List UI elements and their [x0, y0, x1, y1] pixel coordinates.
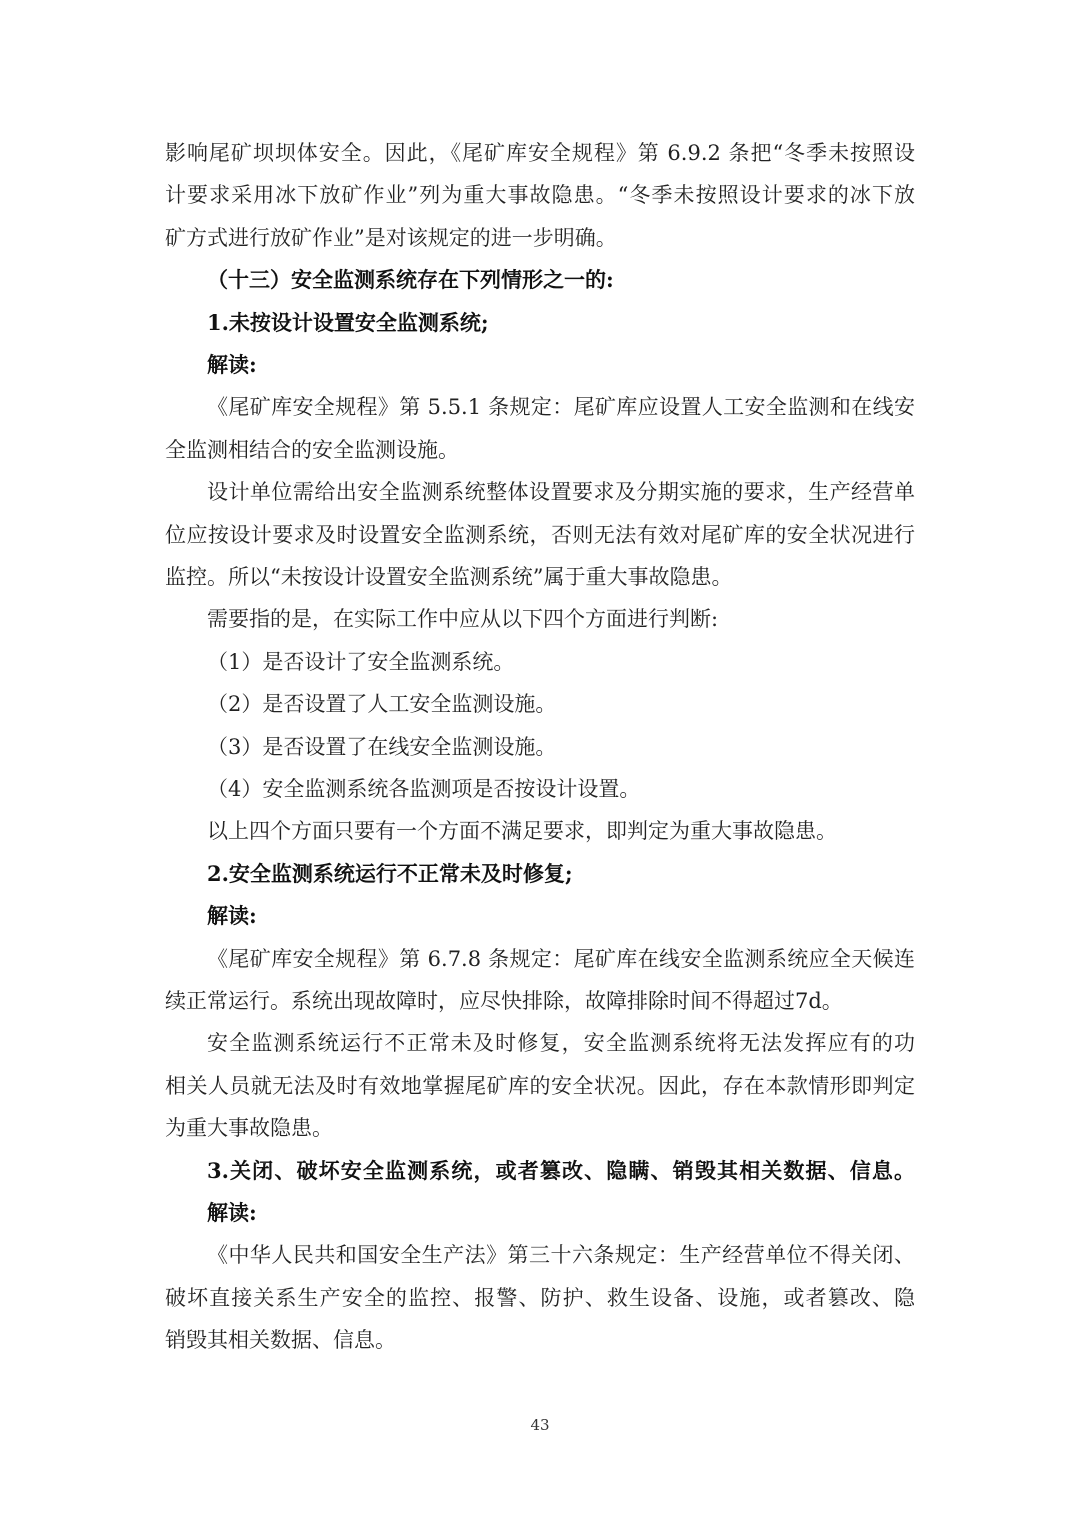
- text-line: 续正常运行。系统出现故障时，应尽快排除，故障排除时间不得超过7d。: [165, 989, 843, 1013]
- text-line: 相关人员就无法及时有效地掌握尾矿库的安全状况。因此，存在本款情形即判定: [165, 1073, 915, 1098]
- text-line: 需要指的是，在实际工作中应从以下四个方面进行判断:: [207, 607, 719, 632]
- text-line: 以上四个方面只要有一个方面不满足要求，即判定为重大事故隐患。: [207, 819, 837, 844]
- text-line: 设计单位需给出安全监测系统整体设置要求及分期实施的要求，生产经营单: [207, 480, 915, 505]
- text-line: （1）是否设计了安全监测系统。: [207, 649, 515, 674]
- text-line: （4）安全监测系统各监测项是否按设计设置。: [207, 777, 641, 801]
- text-line: 破坏直接关系生产安全的监控、报警、防护、救生设备、设施，或者篡改、隐: [165, 1285, 915, 1310]
- text-line: 销毁其相关数据、信息。: [165, 1328, 396, 1353]
- heading-line: 1.未按设计设置安全监测系统;: [207, 309, 489, 335]
- heading-line: 解读:: [207, 352, 257, 377]
- heading-line: 3.关闭、破坏安全监测系统，或者篡改、隐瞒、销毁其相关数据、信息。: [207, 1157, 915, 1183]
- text-line: 监控。所以“未按设计设置安全监测系统”属于重大事故隐患。: [165, 565, 733, 589]
- heading-line: 解读:: [207, 1200, 257, 1225]
- heading-line: 解读:: [207, 903, 257, 929]
- text-line: （2）是否设置了人工安全监测设施。: [207, 692, 557, 717]
- text-line: 全监测相结合的安全监测设施。: [165, 437, 459, 462]
- text-line: （3）是否设置了在线安全监测设施。: [207, 734, 557, 759]
- text-line: 位应按设计要求及时设置安全监测系统，否则无法有效对尾矿库的安全状况进行: [165, 522, 915, 547]
- heading-line: （十三）安全监测系统存在下列情形之一的:: [207, 267, 614, 293]
- text-line: 为重大事故隐患。: [165, 1116, 333, 1141]
- text-line: 计要求采用冰下放矿作业”列为重大事故隐患。“冬季未按照设计要求的冰下放: [165, 183, 915, 208]
- page-number: 43: [530, 1416, 550, 1434]
- text-line: 《中华人民共和国安全生产法》第三十六条规定：生产经营单位不得关闭、: [207, 1243, 915, 1268]
- text-line: 影响尾矿坝坝体安全。因此，《尾矿库安全规程》第 6.9.2 条把“冬季未按照设: [165, 141, 915, 165]
- text-line: 安全监测系统运行不正常未及时修复，安全监测系统将无法发挥应有的功: [207, 1031, 915, 1056]
- text-line: 《尾矿库安全规程》第 6.7.8 条规定：尾矿库在线安全监测系统应全天候连: [207, 946, 915, 971]
- text-line: 矿方式进行放矿作业”是对该规定的进一步明确。: [165, 225, 617, 250]
- heading-line: 2.安全监测系统运行不正常未及时修复;: [207, 860, 573, 886]
- text-line: 《尾矿库安全规程》第 5.5.1 条规定：尾矿库应设置人工安全监测和在线安: [207, 395, 915, 420]
